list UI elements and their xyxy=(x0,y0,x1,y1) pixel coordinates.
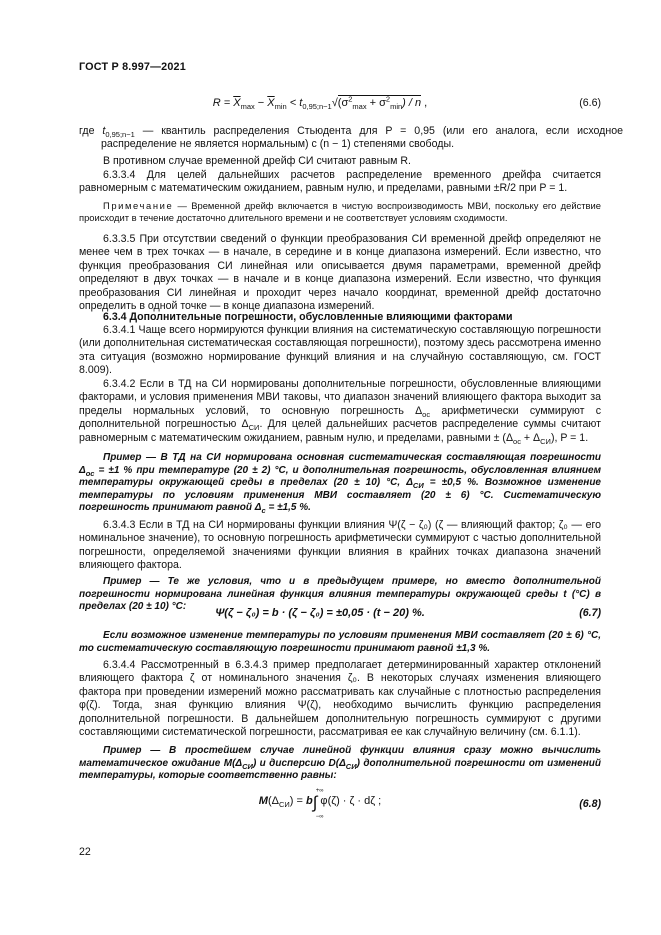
formula-6-6 xyxy=(79,94,601,113)
formula-6-8-number: (6.8) xyxy=(579,798,601,810)
example-2-result: Если возможное изменение температуры по условиям применения МВИ составляет (20 ± 6) °С, то систематическую составляющую погрешности принимают равной ±1,3 %. xyxy=(79,630,601,654)
formula-6-7-number: (6.7) xyxy=(579,607,601,619)
note-time-drift: Примечание — Временной дрейф включается в чистую воспроизводимость МВИ, поскольку его действие происходит в течение достаточно длительного времени и не соответствует условиям сходимости. xyxy=(79,200,601,224)
example-3: Пример — В простейшем случае линейной функции влияния сразу можно вычислить математическое ожидание $M(\Delta_{СИ})$ и дисперсию $D(\Delta_{СИ})$ дополнительной погрешности от изменений температуры, которые соответственно равны: xyxy=(79,745,601,782)
note-label: Примечание xyxy=(103,200,174,211)
integral-lower-limit: −∞ xyxy=(315,814,324,820)
sqrt-sign: √ xyxy=(331,97,338,109)
paragraph-6-3-4-2: 6.3.4.2 Если в ТД на СИ нормированы дополнительные погрешности, обусловленные влияющими факторами, и условия применения МВИ таковы, что диапазон значений влияющего фактора выходит за пределы нормальных условий, то основную погрешность $\Delta_{ос}$ арифметически суммируют с дополнительной погрешностью $\Delta_{СИ}$. Для целей дальнейших расчетов распределение суммы считают равномерным с математическим ожиданием, равным нулю, и пределами, равными ± $(\Delta_{ос} + \Delta_{СИ})$, P = 1. xyxy=(79,378,601,446)
integral-sign: ∫ +∞ −∞ xyxy=(313,793,318,812)
paragraph-6-3-3-5: 6.3.3.5 При отсутствии сведений о функции преобразования СИ временной дрейф определяют не менее чем в трех точках — в начале, в середине и в конце диапазона измерений. Если известно, что функция преобразования СИ линейная или описывается двумя параметрами, временной дрейф определяют в двух точках — в начале и в конце диапазона измерений. Если известно, что функция преобразования СИ линейная и проходит через начало координат, временной дрейф достаточно определить в одной точке — в конце диапазона измерений. xyxy=(79,233,601,313)
example-1: Пример — В ТД на СИ нормирована основная систематическая составляющая погрешности $\Delta_{ос} = \pm 1$ % при температуре (20 ± 2) °С, и дополнительная погрешность, обусловленная влиянием температуры окружающей среды в пределах (20 ± 10) °С, $\Delta_{СИ} = \pm 0,5$ %. Возможное изменение температуры по условиям применения МВИ составляет (20 ± 6) °С. Систематическую погрешность принимают равной $\Delta_с = \pm 1,5$ %. xyxy=(79,452,601,516)
formula-6-8-expression: $M(\Delta_{СИ}) = b\int$ +∞ −∞ φ(ζ) · ζ · dζ ; xyxy=(79,795,561,809)
page-number: 22 xyxy=(79,846,91,858)
section-heading-6-3-4: 6.3.4 Дополнительные погрешности, обусловленные влияющими факторами xyxy=(103,311,513,323)
formula-6-7 xyxy=(79,607,601,623)
paragraph-6-3-4-3: 6.3.4.3 Если в ТД на СИ нормированы функции влияния Ψ(ζ − ζ₀) (ζ — влияющий фактор; ζ₀ — его номинальное значение), то основную погрешность арифметически суммируют с частью дополнительной погрешности, определяемой значениями функции влияния в крайних точках диапазона значений влияющего фактора. xyxy=(79,519,601,572)
sqrt-radicand: $(\sigma^2_{max} + \sigma^2_{min}) / n$ xyxy=(337,94,422,112)
formula-6-8 xyxy=(79,788,601,820)
formula-6-6-number: (6.6) xyxy=(579,97,601,109)
integral-upper-limit: +∞ xyxy=(315,788,324,794)
where-clause: где $t_{0,95;n-1}$ — квантиль распределения Стьюдента для P = 0,95 (или его аналога, если исходное распределение не является нормальным) с (n − 1) степенями свободы. xyxy=(79,125,623,151)
formula-6-7-expression: Ψ(ζ − ζ₀) = b · (ζ − ζ₀) = ±0,05 · (t − 20) %. xyxy=(215,607,425,619)
formula-6-6-expression: $R = \overline{X}_{max} - \overline{X}_{min} < t_{0,95;n-1}√(\sigma^2_{max} + \sigma^2_{min}) / n$ , xyxy=(212,94,428,112)
paragraph-drift-r: В противном случае временной дрейф СИ считают равным R. xyxy=(103,155,411,167)
paragraph-6-3-3-4: 6.3.3.4 Для целей дальнейших расчетов распределение временного дрейфа считается равномерным с математическим ожиданием, равным нулю, и пределами, равными ±R/2 при P = 1. xyxy=(79,169,601,195)
example-2: Пример — Те же условия, что и в предыдущем примере, но вместо дополнительной погрешности нормирована линейная функция влияния температуры окружающей среды t (°С) в пределах (20 ± 10) °С: xyxy=(79,576,601,613)
paragraph-6-3-4-1: 6.3.4.1 Чаще всего нормируются функции влияния на систематическую составляющую погрешности (или дополнительная систематическая составляющая погрешности), поэтому здесь рассмотрена именно эта ситуация (возможно нормирование функций влияния и на случайную составляющую, см. ГОСТ 8.009). xyxy=(79,324,601,377)
paragraph-6-3-4-4: 6.3.4.4 Рассмотренный в 6.3.4.3 пример предполагает детерминированный характер отклонений влияющего фактора ζ от номинального значения ζ₀. В некоторых случаях изменения влияющего фактора при проведении измерений можно рассматривать как случайные с плотностью распределения φ(ζ). Тогда, зная функцию влияния Ψ(ζ), необходимо вычислить функцию распределения дополнительной погрешности. В дальнейшем дополнительную погрешность суммируют с другими составляющими систематической погрешности, рассматривая ее как случайную величину (см. 6.1.1). xyxy=(79,659,601,739)
document-header: ГОСТ Р 8.997—2021 xyxy=(79,61,186,73)
